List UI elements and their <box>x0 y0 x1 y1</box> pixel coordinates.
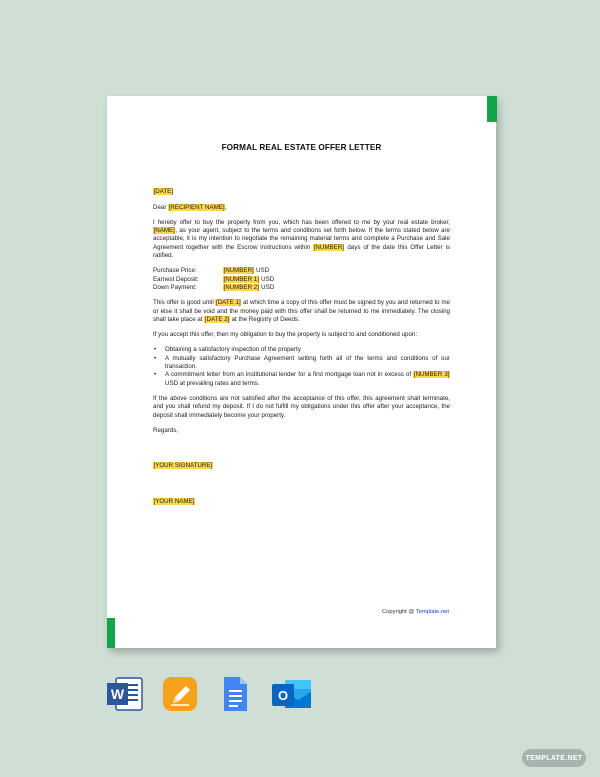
recipient-placeholder: [RECIPIENT NAME] <box>168 203 225 211</box>
signature-line <box>153 462 450 470</box>
salutation: Dear [RECIPIENT NAME], <box>153 203 227 211</box>
termination-paragraph: If the above conditions are not satisfied after the acceptance of this offer, this agreement shall terminate, and you shall refund my deposit. If I do not fulfill my obligations under this offer after your acceptance, the deposit shall immediately become your property. <box>153 394 450 419</box>
page-title: FORMAL REAL ESTATE OFFER LETTER <box>221 143 382 152</box>
outlook-icon[interactable] <box>271 676 309 712</box>
amounts-table <box>153 267 450 292</box>
name-placeholder: [YOUR NAME] <box>153 498 195 506</box>
name-line <box>153 498 450 506</box>
pages-icon[interactable] <box>161 676 199 712</box>
outlook-letter: O <box>277 688 289 703</box>
letter-body <box>153 144 450 507</box>
broker-name-placeholder: [NAME] <box>153 227 175 235</box>
amount-row: Down Payment: [NUMBER 2] USD <box>153 283 275 291</box>
days-number-placeholder: [NUMBER] <box>313 243 344 251</box>
accent-bar-bottom <box>107 618 115 648</box>
signature-placeholder: [YOUR SIGNATURE] <box>153 462 213 470</box>
accent-bar-top <box>487 96 497 122</box>
word-icon[interactable] <box>106 676 144 712</box>
copyright-link[interactable]: Template.net <box>415 609 449 615</box>
offer-paragraph: I hereby offer to buy the property from you, which has been offered to me by your real estate broker, [NAME], as your agent, subject to the terms and conditions set forth below. If the terms stated below are acceptable, it is my intention to negotiate the remaining material terms and complete a Purchase and Sale Agreement together with the Escrow instructions within [NUMBER] days of the date this Offer Letter is ratified. <box>153 218 451 260</box>
word-letter: W <box>110 686 125 702</box>
document-page <box>107 96 496 648</box>
list-item: • A mutually satisfactory Purchase Agreement setting forth all of the terms and conditions of our transaction. <box>153 355 450 372</box>
conditions-intro: If you accept this offer, then my obligation to buy the property is subject to and conditioned upon: <box>153 331 418 339</box>
copyright-notice: Copyright @ Template.net <box>381 609 449 615</box>
list-item: • A commitment letter from an institutional lender for a first mortgage loan not in excess of [NUMBER 3] USD at prevailing rates and terms. <box>153 371 450 388</box>
list-item: • Obtaining a satisfactory inspection of the property <box>153 346 450 354</box>
amount-row: Purchase Price: [NUMBER] USD <box>153 267 270 275</box>
conditions-list <box>153 346 450 387</box>
validity-paragraph: This offer is good until [DATE 1] at which time a copy of this offer must be signed by you and returned to me or else it shall be void and the money paid with this offer shall be returned to me immediately. The closing shall take place at [DATE 2] at the Registry of Deeds. <box>153 299 451 323</box>
number3-placeholder: [NUMBER 3] <box>413 371 450 379</box>
amount-row: Earnest Deposit: [NUMBER 1] USD <box>153 275 275 283</box>
date-line <box>153 188 450 196</box>
google-docs-icon[interactable] <box>216 676 254 712</box>
closing: Regards, <box>153 426 179 434</box>
date-placeholder: [DATE] <box>153 188 173 196</box>
date2-placeholder: [DATE 2] <box>204 315 230 323</box>
date1-placeholder: [DATE 1] <box>215 299 241 307</box>
app-icons-row <box>106 676 326 712</box>
template-net-badge[interactable]: TEMPLATE.NET <box>522 749 586 767</box>
